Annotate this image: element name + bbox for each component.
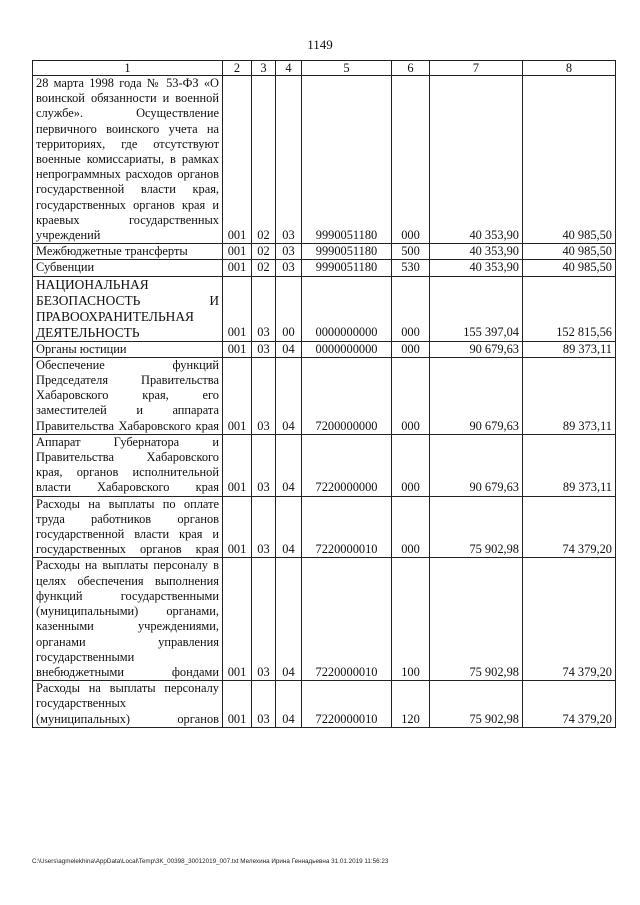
cell-amount-year-1: 75 902,98 xyxy=(430,558,523,681)
cell-expense-type: 000 xyxy=(392,76,430,244)
cell-admin-code: 001 xyxy=(223,681,252,728)
cell-amount-year-1: 90 679,63 xyxy=(430,357,523,434)
column-header: 3 xyxy=(252,61,276,76)
cell-admin-code: 001 xyxy=(223,496,252,558)
cell-amount-year-1: 40 353,90 xyxy=(430,244,523,260)
row-name: Расходы на выплаты по оплате труда работников органов государственной власти края и государственных органов края xyxy=(33,496,223,558)
cell-amount-year-2: 89 373,11 xyxy=(523,434,616,496)
cell-amount-year-1: 90 679,63 xyxy=(430,434,523,496)
cell-target-article: 7220000010 xyxy=(302,681,392,728)
cell-subsection: 04 xyxy=(276,558,302,681)
cell-admin-code: 001 xyxy=(223,341,252,357)
row-name: Расходы на выплаты персоналу государственных (муниципальных) органов xyxy=(33,681,223,728)
table-row xyxy=(33,357,616,434)
cell-expense-type: 530 xyxy=(392,260,430,276)
cell-amount-year-2: 40 985,50 xyxy=(523,76,616,244)
table-row xyxy=(33,558,616,681)
page-number: 1149 xyxy=(307,37,333,52)
cell-expense-type: 000 xyxy=(392,341,430,357)
table-header-row xyxy=(33,61,616,76)
table-row xyxy=(33,434,616,496)
cell-expense-type: 000 xyxy=(392,434,430,496)
table-row xyxy=(33,681,616,728)
cell-admin-code: 001 xyxy=(223,260,252,276)
cell-target-article: 9990051180 xyxy=(302,260,392,276)
cell-amount-year-1: 75 902,98 xyxy=(430,496,523,558)
cell-admin-code: 001 xyxy=(223,276,252,341)
column-header: 5 xyxy=(302,61,392,76)
row-name: 28 марта 1998 года № 53-ФЗ «О воинской обязанности и военной службе». Осуществление первичного воинского учета на территориях, где отсутствуют военные комиссариаты, в рамках непрограммных расходов органов государственной власти края, государственных органов края и краевых государственных учреждений xyxy=(33,76,223,244)
column-header: 8 xyxy=(523,61,616,76)
table-row xyxy=(33,496,616,558)
footer-file-path: C:\Users\agmelekhina\AppData\Local\Temp\3K_00398_30012019_007.txt Мелехина Ирина Геннадьевна 31.01.2019 11:56:23 xyxy=(32,858,389,865)
cell-subsection: 04 xyxy=(276,341,302,357)
cell-subsection: 04 xyxy=(276,681,302,728)
budget-table xyxy=(32,60,616,728)
cell-target-article: 9990051180 xyxy=(302,244,392,260)
cell-expense-type: 000 xyxy=(392,357,430,434)
cell-amount-year-1: 40 353,90 xyxy=(430,260,523,276)
cell-amount-year-2: 74 379,20 xyxy=(523,558,616,681)
cell-expense-type: 000 xyxy=(392,276,430,341)
cell-subsection: 00 xyxy=(276,276,302,341)
cell-section: 03 xyxy=(252,434,276,496)
column-header: 7 xyxy=(430,61,523,76)
cell-target-article: 7220000010 xyxy=(302,558,392,681)
cell-section: 03 xyxy=(252,558,276,681)
table-row xyxy=(33,244,616,260)
cell-admin-code: 001 xyxy=(223,558,252,681)
cell-amount-year-1: 75 902,98 xyxy=(430,681,523,728)
cell-admin-code: 001 xyxy=(223,244,252,260)
row-name: Расходы на выплаты персоналу в целях обеспечения выполнения функций государственными (муниципальными) органами, казенными учреждениями, органами управления государственными внебюджетными фондами xyxy=(33,558,223,681)
cell-target-article: 0000000000 xyxy=(302,276,392,341)
row-name: Органы юстиции xyxy=(33,341,223,357)
cell-section: 02 xyxy=(252,76,276,244)
cell-section: 03 xyxy=(252,496,276,558)
cell-admin-code: 001 xyxy=(223,434,252,496)
cell-subsection: 04 xyxy=(276,357,302,434)
table-row xyxy=(33,276,616,341)
row-name: Обеспечение функций Председателя Правительства Хабаровского края, его заместителей и аппарата Правительства Хабаровского края xyxy=(33,357,223,434)
cell-amount-year-2: 152 815,56 xyxy=(523,276,616,341)
column-header: 1 xyxy=(33,61,223,76)
cell-section: 03 xyxy=(252,341,276,357)
table-row xyxy=(33,76,616,244)
cell-amount-year-2: 40 985,50 xyxy=(523,260,616,276)
cell-subsection: 03 xyxy=(276,244,302,260)
cell-amount-year-2: 74 379,20 xyxy=(523,496,616,558)
cell-admin-code: 001 xyxy=(223,357,252,434)
table-row xyxy=(33,260,616,276)
cell-amount-year-1: 40 353,90 xyxy=(430,76,523,244)
cell-subsection: 04 xyxy=(276,496,302,558)
cell-subsection: 03 xyxy=(276,260,302,276)
cell-section: 03 xyxy=(252,357,276,434)
cell-section: 02 xyxy=(252,244,276,260)
cell-amount-year-1: 90 679,63 xyxy=(430,341,523,357)
column-header: 2 xyxy=(223,61,252,76)
cell-target-article: 7220000000 xyxy=(302,434,392,496)
row-name: НАЦИОНАЛЬНАЯ БЕЗОПАСНОСТЬ И ПРАВООХРАНИТЕЛЬНАЯ ДЕЯТЕЛЬНОСТЬ xyxy=(33,276,223,341)
cell-amount-year-2: 89 373,11 xyxy=(523,357,616,434)
row-name: Аппарат Губернатора и Правительства Хабаровского края, органов исполнительной власти Хабаровского края xyxy=(33,434,223,496)
cell-section: 02 xyxy=(252,260,276,276)
cell-expense-type: 100 xyxy=(392,558,430,681)
cell-target-article: 7220000010 xyxy=(302,496,392,558)
table-row xyxy=(33,341,616,357)
cell-expense-type: 500 xyxy=(392,244,430,260)
cell-section: 03 xyxy=(252,276,276,341)
cell-amount-year-2: 89 373,11 xyxy=(523,341,616,357)
cell-subsection: 03 xyxy=(276,76,302,244)
column-header: 6 xyxy=(392,61,430,76)
cell-target-article: 9990051180 xyxy=(302,76,392,244)
row-name: Субвенции xyxy=(33,260,223,276)
cell-target-article: 7200000000 xyxy=(302,357,392,434)
cell-amount-year-1: 155 397,04 xyxy=(430,276,523,341)
column-header: 4 xyxy=(276,61,302,76)
cell-section: 03 xyxy=(252,681,276,728)
cell-subsection: 04 xyxy=(276,434,302,496)
cell-admin-code: 001 xyxy=(223,76,252,244)
cell-amount-year-2: 40 985,50 xyxy=(523,244,616,260)
cell-target-article: 0000000000 xyxy=(302,341,392,357)
cell-expense-type: 120 xyxy=(392,681,430,728)
cell-expense-type: 000 xyxy=(392,496,430,558)
cell-amount-year-2: 74 379,20 xyxy=(523,681,616,728)
row-name: Межбюджетные трансферты xyxy=(33,244,223,260)
